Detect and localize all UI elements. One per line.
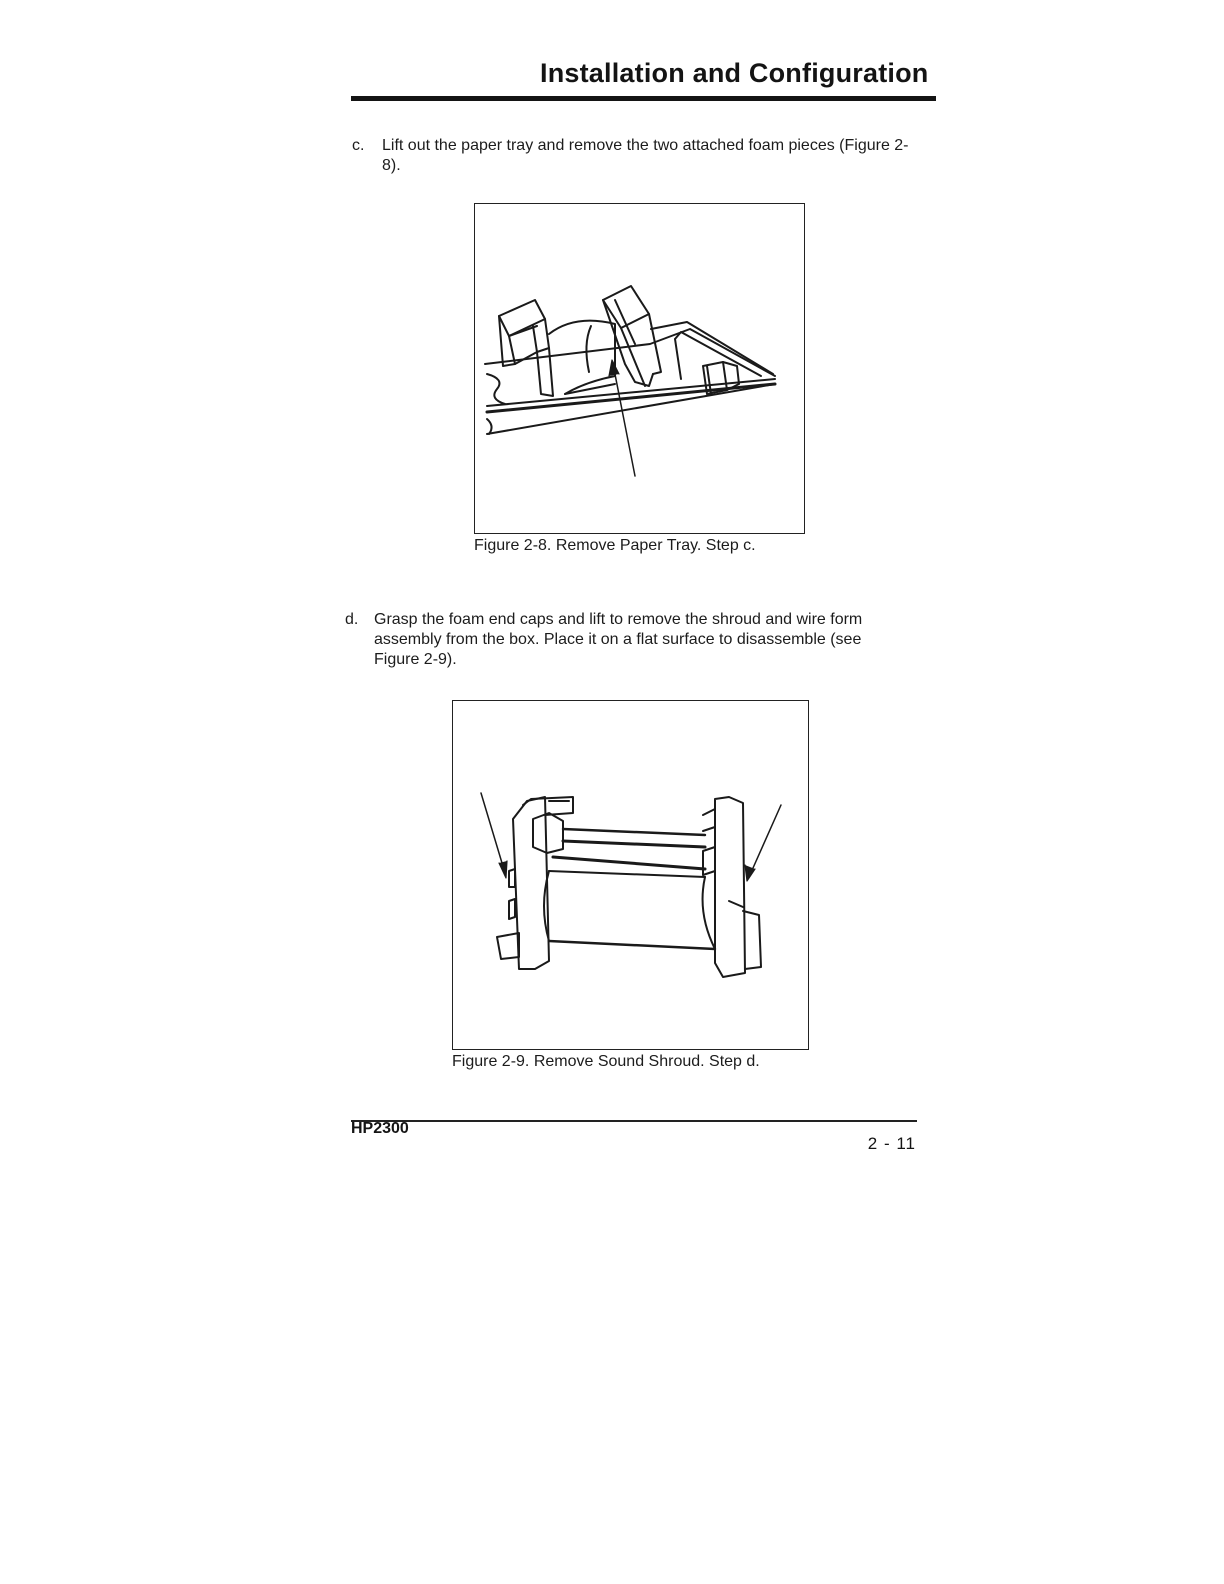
- step-marker: c.: [352, 137, 365, 154]
- figure-2-8-caption: Figure 2-8. Remove Paper Tray. Step c.: [474, 537, 756, 554]
- paper-tray-illustration: [475, 204, 806, 535]
- footer-model: HP2300: [351, 1120, 409, 1137]
- figure-2-8: [474, 203, 805, 534]
- step-d: [345, 610, 925, 674]
- step-text: Grasp the foam end caps and lift to remove the shroud and wire form assembly from the box. Place it on a flat surface to disassemble (see Figure 2-9).: [374, 611, 863, 668]
- step-text: Lift out the paper tray and remove the two attached foam pieces (Figure 2-8).: [382, 137, 909, 174]
- step-marker: d.: [345, 611, 359, 628]
- page-number: 2 - 11: [867, 1134, 916, 1153]
- footer-rule: [351, 1120, 917, 1122]
- sound-shroud-illustration: [453, 701, 810, 1051]
- figure-2-9: [452, 700, 809, 1050]
- page-title: Installation and Configuration: [540, 58, 929, 88]
- title-rule: [351, 96, 936, 101]
- step-c: [352, 136, 932, 180]
- figure-2-9-caption: Figure 2-9. Remove Sound Shroud. Step d.: [452, 1053, 760, 1070]
